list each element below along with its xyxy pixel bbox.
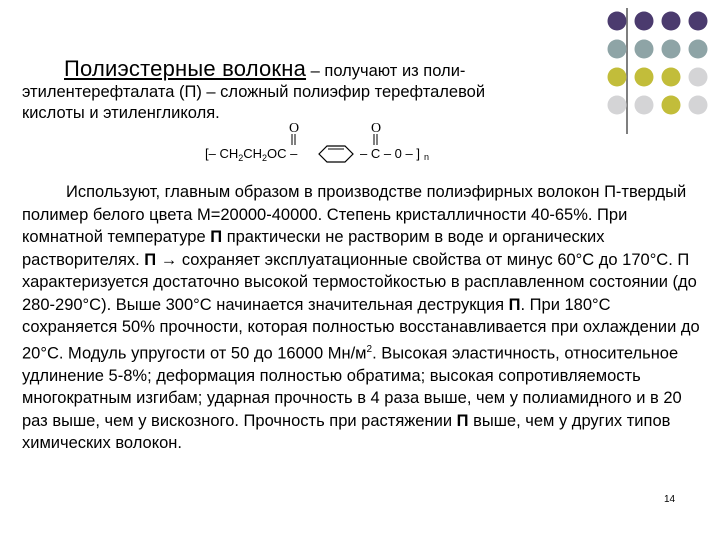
- formula-sub-2: 2: [262, 153, 268, 163]
- formula-right-text: – C – 0 – ]: [360, 146, 420, 161]
- bold-p-1: П: [210, 228, 223, 246]
- body-segment-1: Используют, главным образом в производстве полиэфирных волокон П-твердый полимер белого цвета М=20000-40000. Степень кристалличности 40-65%. При комнатной температуре: [22, 183, 687, 246]
- decor-dot: [635, 40, 654, 59]
- body-text: [22, 181, 707, 455]
- formula-n: n: [423, 152, 429, 162]
- decor-dot: [662, 12, 681, 31]
- superscript-2: 2: [366, 343, 373, 355]
- decor-dot: [635, 96, 654, 115]
- formula-oxygen-right: O: [371, 121, 382, 136]
- decor-dot: [635, 12, 654, 31]
- decor-dot: [608, 96, 627, 115]
- decor-dot: [608, 12, 627, 31]
- formula-oxygen-left: O: [289, 121, 300, 136]
- body-segment-3: → сохраняет эксплуатационные свойства от минус 60°С до 170°С. П характеризуется достаточно высокой термостойкостью в расплавленном состоянии (до 280-290°С). Выше 300°С начинается значительная деструкция: [22, 250, 697, 314]
- formula-left-group: [205, 146, 298, 163]
- decor-dot: [689, 12, 708, 31]
- decor-dot: [689, 40, 708, 59]
- body-paragraph: [22, 181, 707, 455]
- bold-p-4: П: [456, 411, 469, 430]
- intro-line-2: этилентерефталата (П) – сложный полиэфир терефталевой: [22, 83, 486, 101]
- body-segment-5: . Высокая эластичность, относительное удлинение 5-8%; деформация полностью обратима; высокая сопротивляемость многократным изгибам; ударная прочность в 4 раза выше, чем у полиамидного и в 20 раз выше, чем у вискозного. Прочность при растяжении: [22, 344, 682, 430]
- page-number: 14: [664, 494, 676, 505]
- decor-dot: [662, 68, 681, 87]
- chemical-formula: [205, 118, 465, 168]
- intro-line-1: [64, 58, 582, 82]
- decor-dot: [608, 68, 627, 87]
- body-segment-4: . При 180°С сохраняется 50% прочности, которая полностью восстанавливается при охлаждении до 20°С. Модуль упругости от 50 до 16000 Мн/м: [22, 295, 700, 362]
- formula-left-text: [– CH: [205, 146, 239, 161]
- body-segment-2: практически не растворим в воде и органических растворителях.: [22, 228, 605, 269]
- slide-heading: Полиэстерные волокна: [64, 56, 307, 81]
- decor-dot: [608, 40, 627, 59]
- benzene-ring: [319, 146, 353, 162]
- formula-sub-1: 2: [238, 153, 244, 163]
- decor-dot-grid: [606, 10, 712, 120]
- formula-mid-text: CH: [243, 146, 263, 161]
- intro-line-3: кислоты и этиленгликоля.: [22, 104, 220, 122]
- decor-dot: [662, 40, 681, 59]
- bold-p-2: П: [144, 250, 157, 269]
- formula-right-group: [360, 146, 429, 162]
- body-segment-6: выше, чем у других типов химических волокон.: [22, 411, 671, 452]
- intro-paragraph: [22, 58, 582, 124]
- decor-dot: [689, 68, 708, 87]
- bold-p-3: П: [508, 295, 521, 314]
- decor-dot: [689, 96, 708, 115]
- heading-rest: – получают из поли-: [306, 62, 466, 80]
- decor-dot: [662, 96, 681, 115]
- decor-dot: [635, 68, 654, 87]
- formula-oc-text: OC –: [267, 146, 298, 161]
